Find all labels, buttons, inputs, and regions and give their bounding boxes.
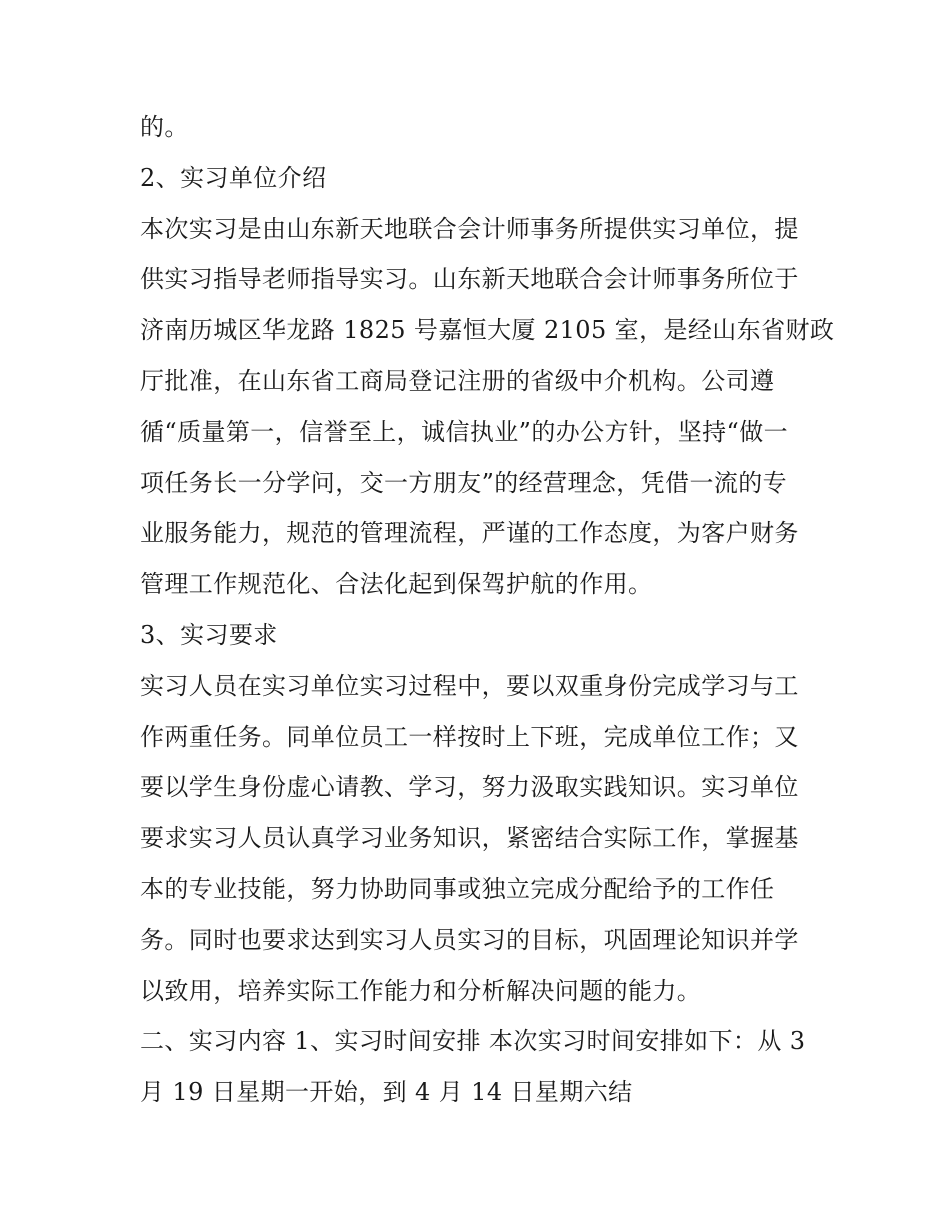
text-line: 要求实习人员认真学习业务知识，紧密结合实际工作，掌握基 bbox=[140, 824, 799, 853]
text-line: 实习人员在实习单位实习过程中，要以双重身份完成学习与工 bbox=[140, 671, 799, 700]
text-line: 作两重任务。同单位员工一样按时上下班，完成单位工作；又 bbox=[140, 722, 799, 751]
text-line: 济南历城区华龙路 1825 号嘉恒大厦 2105 室，是经山东省财政 bbox=[140, 316, 835, 345]
text-line: 本的专业技能，努力协助同事或独立完成分配给予的工作任 bbox=[140, 874, 775, 903]
section-heading-requirements: 3、实习要求 bbox=[140, 620, 278, 649]
section-heading-content: 二、实习内容 1、实习时间安排 本次实习时间安排如下：从 3 bbox=[140, 1027, 806, 1056]
text-line: 项任务长一分学问，交一方朋友”的经营理念，凭借一流的专 bbox=[140, 468, 788, 497]
document-body bbox=[140, 102, 835, 1118]
text-line: 供实习指导老师指导实习。山东新天地联合会计师事务所位于 bbox=[140, 265, 799, 294]
text-line: 以致用，培养实际工作能力和分析解决问题的能力。 bbox=[140, 976, 702, 1005]
text-line: 循“质量第一，信誉至上，诚信执业”的办公方针，坚持“做一 bbox=[140, 417, 789, 446]
section-heading-internship-unit: 2、实习单位介绍 bbox=[140, 163, 327, 192]
text-line: 的。 bbox=[140, 113, 189, 141]
text-line: 厅批准，在山东省工商局登记注册的省级中介机构。公司遵 bbox=[140, 366, 775, 395]
text-line: 管理工作规范化、合法化起到保驾护航的作用。 bbox=[140, 570, 653, 599]
text-line: 月 19 日星期一开始，到 4 月 14 日星期六结 bbox=[140, 1078, 633, 1107]
text-line: 本次实习是由山东新天地联合会计师事务所提供实习单位，提 bbox=[140, 214, 799, 243]
text-line: 业服务能力，规范的管理流程，严谨的工作态度，为客户财务 bbox=[140, 519, 799, 548]
text-line: 要以学生身份虚心请教、学习，努力汲取实践知识。实习单位 bbox=[140, 773, 799, 802]
text-line: 务。同时也要求达到实习人员实习的目标，巩固理论知识并学 bbox=[140, 925, 799, 954]
